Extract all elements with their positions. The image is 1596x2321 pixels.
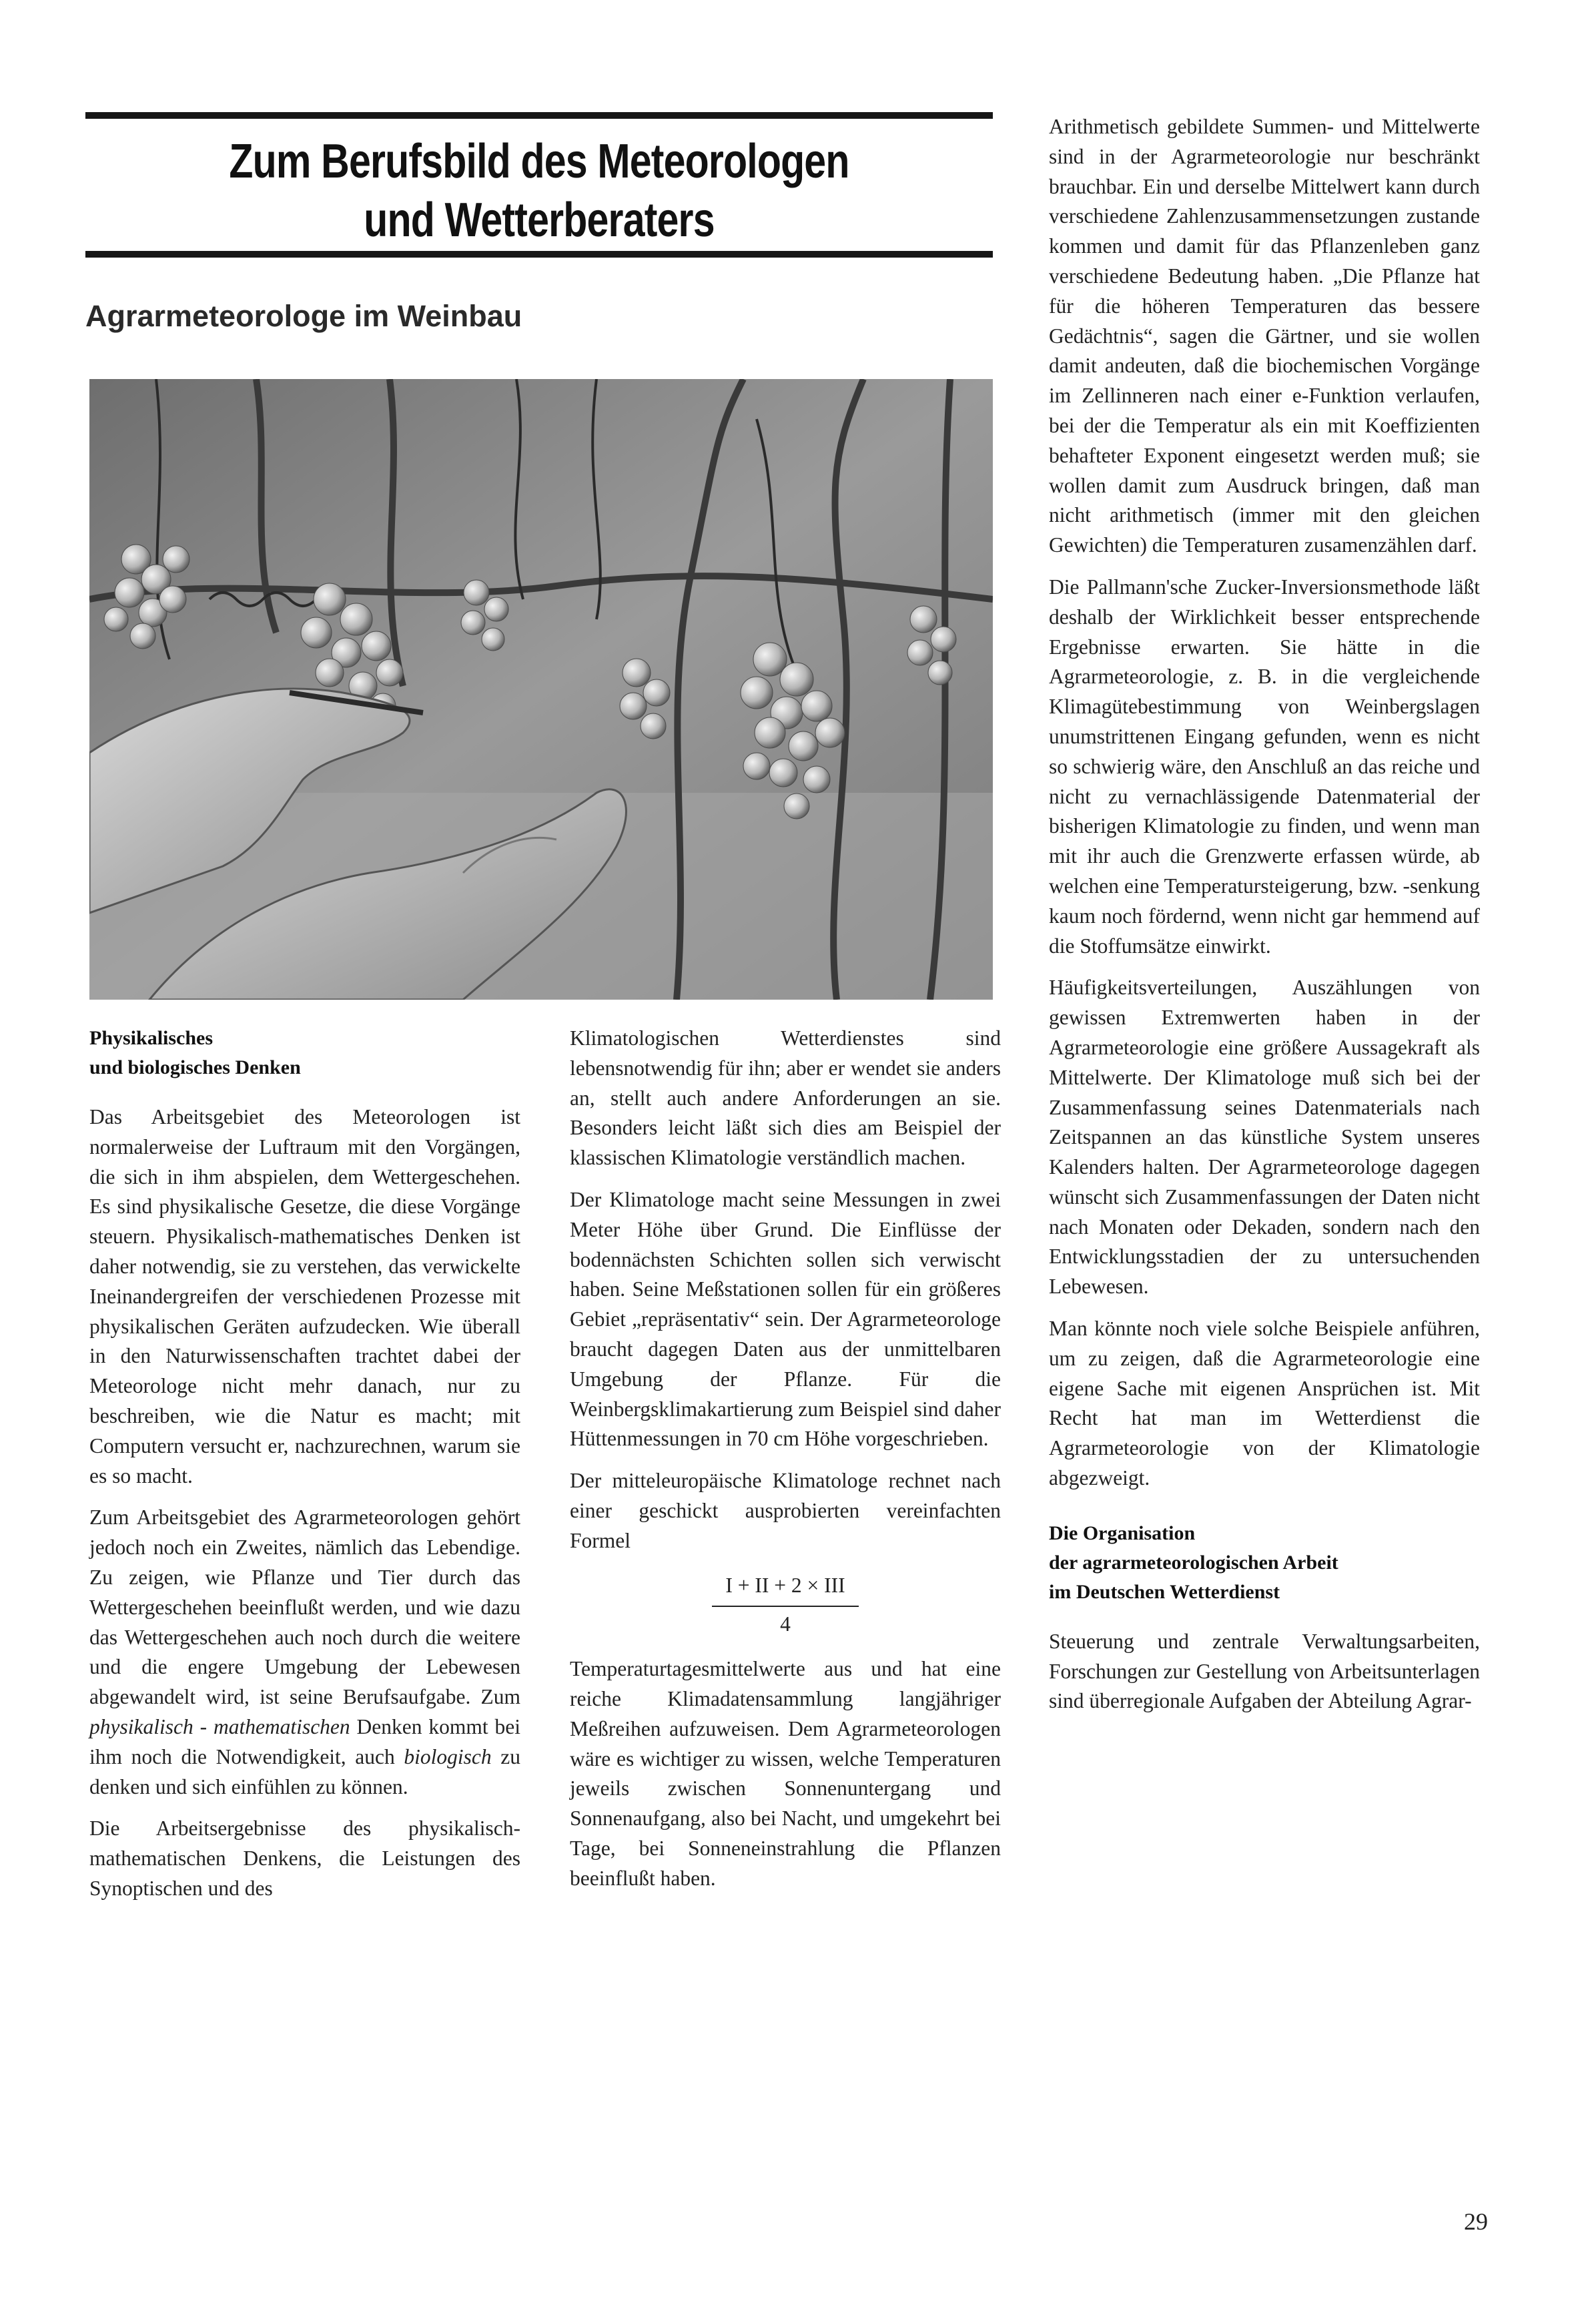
paragraph-text: zu denken und sich einfühlen zu können. <box>89 1744 520 1798</box>
emphasis-text: physikalisch - mathematischen <box>89 1714 350 1738</box>
grape-harvest-photo-icon <box>89 379 993 1000</box>
formula-numerator: I + II + 2 × III <box>712 1571 858 1608</box>
paragraph: Arithmetisch gebildete Summen- und Mittelwerte sind in der Agrarmeteorologie nur beschränkt brauchbar. Ein und derselbe Mittelwert kann durch verschiedene Zahlenzusammensetzungen zustande kommen und damit für das Pflanzenleben ganz verschiedene Bedeutung haben. „Die Pflanze hat für die höheren Temperaturen das bessere Gedächtnis“, sagen die Gärtner, und sie wollen damit andeuten, daß die biochemischen Vorgänge im Zellinneren nach einer e-Funktion verlaufen, bei der die Temperatur als ein mit Koeffizienten behafteter Exponent eingesetzt werden muß; sie wollen damit zum Ausdruck bringen, daß man nicht arithmetisch (immer mit den gleichen Gewichten) die Temperaturen zusamenzählen darf. <box>1049 115 1480 557</box>
paragraph: Steuerung und zentrale Verwaltungsarbeiten, Forschungen zur Gestellung von Arbeitsunterlagen sind überregionale Aufgaben der Abteilung Agrar- <box>1049 1629 1480 1713</box>
grape-harvest-photo <box>89 379 993 1000</box>
paragraph: Der mitteleuropäische Klimatologe rechnet nach einer geschickt ausprobierten vereinfachten Formel <box>570 1469 1001 1552</box>
title-rule-bottom <box>85 251 993 258</box>
paragraph: Klimatologischen Wetterdienstes sind lebensnotwendig für ihn; aber er wendet sie anders an, stellt auch andere Anforderungen an sie. Besonders leicht läßt sich dies am Beispiel der klassischen Klimatologie verständlich machen. <box>570 1026 1001 1170</box>
paragraph: Der Klimatologe macht seine Messungen in zwei Meter Höhe über Grund. Die Einflüsse der bodennächsten Schichten sollen sich verwischt haben. Seine Meßstationen sollen für ein größeres Gebiet „repräsentativ“ sein. Der Agrarmeteorologe braucht dagegen Daten aus der unmittelbaren Umgebung der Pflanze. Für die Weinbergsklimakartierung zum Beispiel sind daher Hüttenmessungen in 70 cm Höhe vorgeschrieben. <box>570 1187 1001 1451</box>
paragraph: Man könnte noch viele solche Beispiele anführen, um zu zeigen, daß die Agrarmeteorologie eine eigene Sache mit eigenen Ansprüchen ist. Mit Recht hat man im Wetterdienst die Agrarmeteorologie von der Klimatologie abgezweigt. <box>1049 1317 1480 1490</box>
temperature-mean-formula <box>570 1571 1001 1640</box>
column-middle <box>570 1024 1001 1906</box>
paragraph-text: Zum Arbeitsgebiet des Agrarmeteorologen gehört jedoch noch ein Zweites, nämlich das Lebendige. Zu zeigen, wie Pflanze und Tier durch das Wettergeschehen beeinflußt werden, und wie dazu das Wettergeschehen auch noch durch die weitere und die engere Umgebung der Lebewesen abgewandelt wird, ist seine Berufsaufgabe. Zum <box>89 1506 520 1709</box>
paragraph: Temperaturtagesmittelwerte aus und hat eine reiche Klimadatensammlung langjähriger Meßreihen aufzuweisen. Dem Agrarmeteorologen wäre es wichtiger zu wissen, welche Temperaturen jeweils zwischen Sonnenuntergang und Sonnenaufgang, also bei Nacht, und umgekehrt bei Tage, bei Sonneneinstrahlung die Pflanzen beeinflußt haben. <box>570 1657 1001 1890</box>
section-heading-thinking-line-1: Physikalisches <box>89 1027 214 1049</box>
article-title <box>167 132 911 250</box>
paragraph-text: Denken kommt bei ihm noch die Notwendigkeit, auch <box>89 1714 520 1768</box>
article-title-line-2: und Wetterberaters <box>364 194 715 247</box>
title-rule-top <box>85 112 993 119</box>
paragraph: Das Arbeitsgebiet des Meteorologen ist normalerweise der Luftraum mit den Vorgängen, die sich in ihm abspielen, dem Wettergeschehen. Es sind physikalische Gesetze, die diese Vorgänge steuern. Physikalisch-mathematisches Denken ist daher notwendig, sie zu verstehen, das verwickelte Ineinandergreifen der verschiedenen Prozesse mit physikalischen Geräten aufzudecken. Wie überall in den Naturwissenschaften trachtet dabei der Meteorologe nicht mehr danach, nur zu beschreiben, wie die Natur es macht; mit Computern versucht er, nachzurechnen, warum sie es so macht. <box>89 1105 520 1487</box>
article-subtitle: Agrarmeteorologe im Weinbau <box>85 299 522 333</box>
column-right <box>1049 112 1480 1728</box>
page-number: 29 <box>1464 2208 1488 2235</box>
section-heading-organisation-line-1: Die Organisation <box>1049 1522 1196 1544</box>
paragraph <box>89 1503 520 1802</box>
section-heading-organisation-line-2: der agrarmeteorologischen Arbeit <box>1049 1551 1338 1574</box>
paragraph: Häufigkeitsverteilungen, Auszählungen von gewissen Extremwerten haben in der Agrarmeteorologie eine größere Aussagekraft als Mittelwerte. Der Klimatologe muß sich bei der Zusammenfassung seines Datenmaterials nach Zeitspannen an das künstliche System unseres Kalenders halten. Der Agrarmeteorologe dagegen wünscht sich Zusammenfassungen der Daten nicht nach Monaten oder Dekaden, sondern nach den Entwicklungsstadien der zu untersuchenden Lebewesen. <box>1049 976 1480 1299</box>
paragraph: Die Pallmann'sche Zucker-Inversionsmethode läßt deshalb der Wirklichkeit besser entsprechende Ergebnisse erwarten. Sie hätte in die Agrarmeteorologie, z. B. in die vergleichende Klimagütebestimmung von Weinbergslagen unumstrittenen Eingang gefunden, wenn es nicht so schwierig wäre, den Anschluß an das reiche und nicht zu vernachlässigende Datenmaterial der bisherigen Klimatologie zu finden, und wenn man mit ihr auch die Grenzwerte erfassen würde, ab welchen eine Temperatursteigerung, bzw. -senkung kaum noch fördernd, wenn nicht gar hemmend auf die Stoffumsätze einwirkt. <box>1049 575 1480 958</box>
section-heading-organisation-line-3: im Deutschen Wetterdienst <box>1049 1580 1280 1603</box>
emphasis-text: biologisch <box>404 1744 492 1768</box>
formula-denominator: 4 <box>780 1612 791 1636</box>
section-heading-organisation <box>1049 1519 1480 1607</box>
column-left <box>89 1024 520 1916</box>
paragraph: Die Arbeitsergebnisse des physikalisch-mathematischen Denkens, die Leistungen des Synoptischen und des <box>89 1816 520 1900</box>
section-heading-thinking <box>89 1024 520 1082</box>
section-heading-thinking-line-2: und biologisches Denken <box>89 1056 301 1078</box>
article-title-line-1: Zum Berufsbild des Meteorologen <box>229 135 849 188</box>
